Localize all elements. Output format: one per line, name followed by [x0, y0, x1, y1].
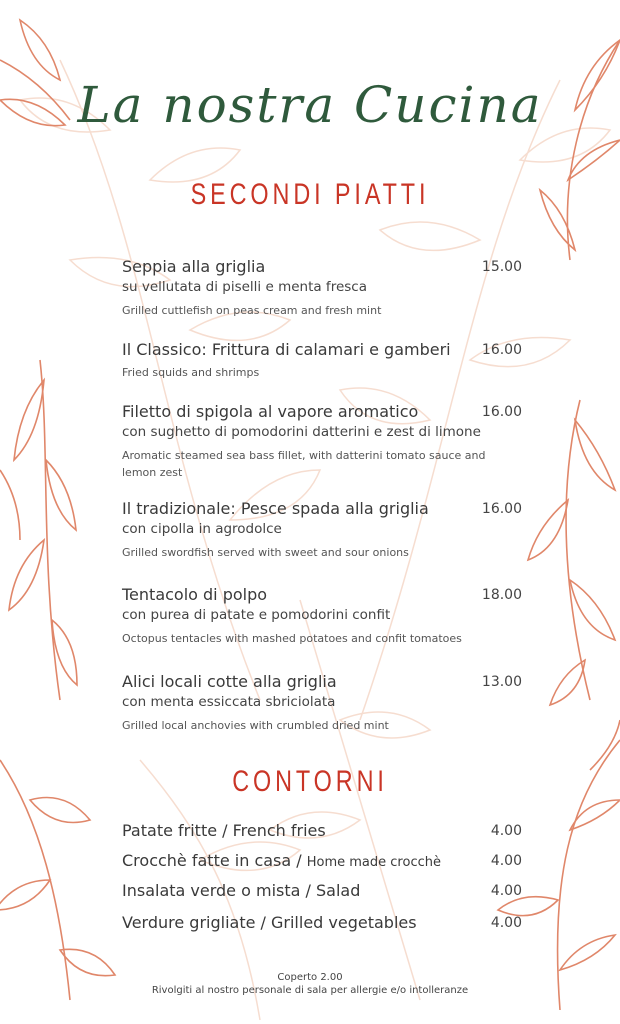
dish-price: 16.00	[481, 342, 522, 358]
dish-item	[122, 498, 522, 561]
side-price: 4.00	[490, 883, 522, 899]
side-price: 4.00	[490, 853, 522, 869]
dish-english: Grilled cuttlefish on peas cream and fresh mint	[122, 304, 382, 317]
dish-name: Seppia alla griglia	[122, 257, 266, 276]
dish-name: Alici locali cotte alla griglia	[122, 672, 337, 691]
side-name-english: Home made crocchè	[306, 855, 441, 870]
side-item	[122, 849, 522, 873]
dish-subtitle: con menta essiccata sbriciolata	[122, 694, 336, 710]
dish-name: Filetto di spigola al vapore aromatico	[122, 402, 419, 421]
side-item	[122, 819, 522, 843]
dish-english: Fried squids and shrimps	[122, 366, 260, 379]
dish-item	[122, 339, 522, 381]
dish-subtitle: con cipolla in agrodolce	[122, 521, 282, 537]
dish-subtitle: su vellutata di piselli e menta fresca	[122, 279, 367, 295]
dish-subtitle: con sughetto di pomodorini datterini e zest di limone	[122, 424, 481, 440]
side-price: 4.00	[490, 915, 522, 931]
dish-name: Il tradizionale: Pesce spada alla griglia	[122, 499, 429, 518]
dish-english: Grilled local anchovies with crumbled dried mint	[122, 719, 389, 732]
dish-english: Aromatic steamed sea bass fillet, with datterini tomato sauce and lemon zest	[122, 449, 486, 479]
dish-english: Grilled swordfish served with sweet and sour onions	[122, 546, 409, 559]
side-name: Crocchè fatte in casa /	[122, 851, 307, 870]
side-name: Verdure grigliate / Grilled vegetables	[122, 913, 417, 932]
dish-item	[122, 256, 522, 319]
menu-title: La nostra Cucina	[77, 76, 543, 134]
side-price: 4.00	[490, 823, 522, 839]
dish-subtitle: con purea di patate e pomodorini confit	[122, 607, 391, 623]
dish-price: 16.00	[481, 404, 522, 420]
dish-price: 13.00	[481, 674, 522, 690]
dish-name: Il Classico: Frittura di calamari e gamberi	[122, 340, 451, 359]
dish-price: 15.00	[481, 259, 522, 275]
dish-item	[122, 584, 522, 647]
dish-english: Octopus tentacles with mashed potatoes and confit tomatoes	[122, 632, 462, 645]
section-title-secondi: SECONDI PIATTI	[190, 178, 430, 211]
dish-item	[122, 671, 522, 734]
dish-price: 16.00	[481, 501, 522, 517]
side-name: Patate fritte / French fries	[122, 821, 326, 840]
dish-price: 18.00	[481, 587, 522, 603]
footer-allergy-note: Rivolgiti al nostro personale di sala per allergie e/o intolleranze	[151, 985, 469, 996]
dish-item	[122, 401, 522, 481]
side-item	[122, 879, 522, 903]
side-item	[122, 911, 522, 935]
section-title-contorni: CONTORNI	[232, 765, 388, 798]
side-name: Insalata verde o mista / Salad	[122, 881, 361, 900]
dish-name: Tentacolo di polpo	[122, 585, 268, 604]
footer-coperto: Coperto 2.00	[277, 972, 343, 983]
